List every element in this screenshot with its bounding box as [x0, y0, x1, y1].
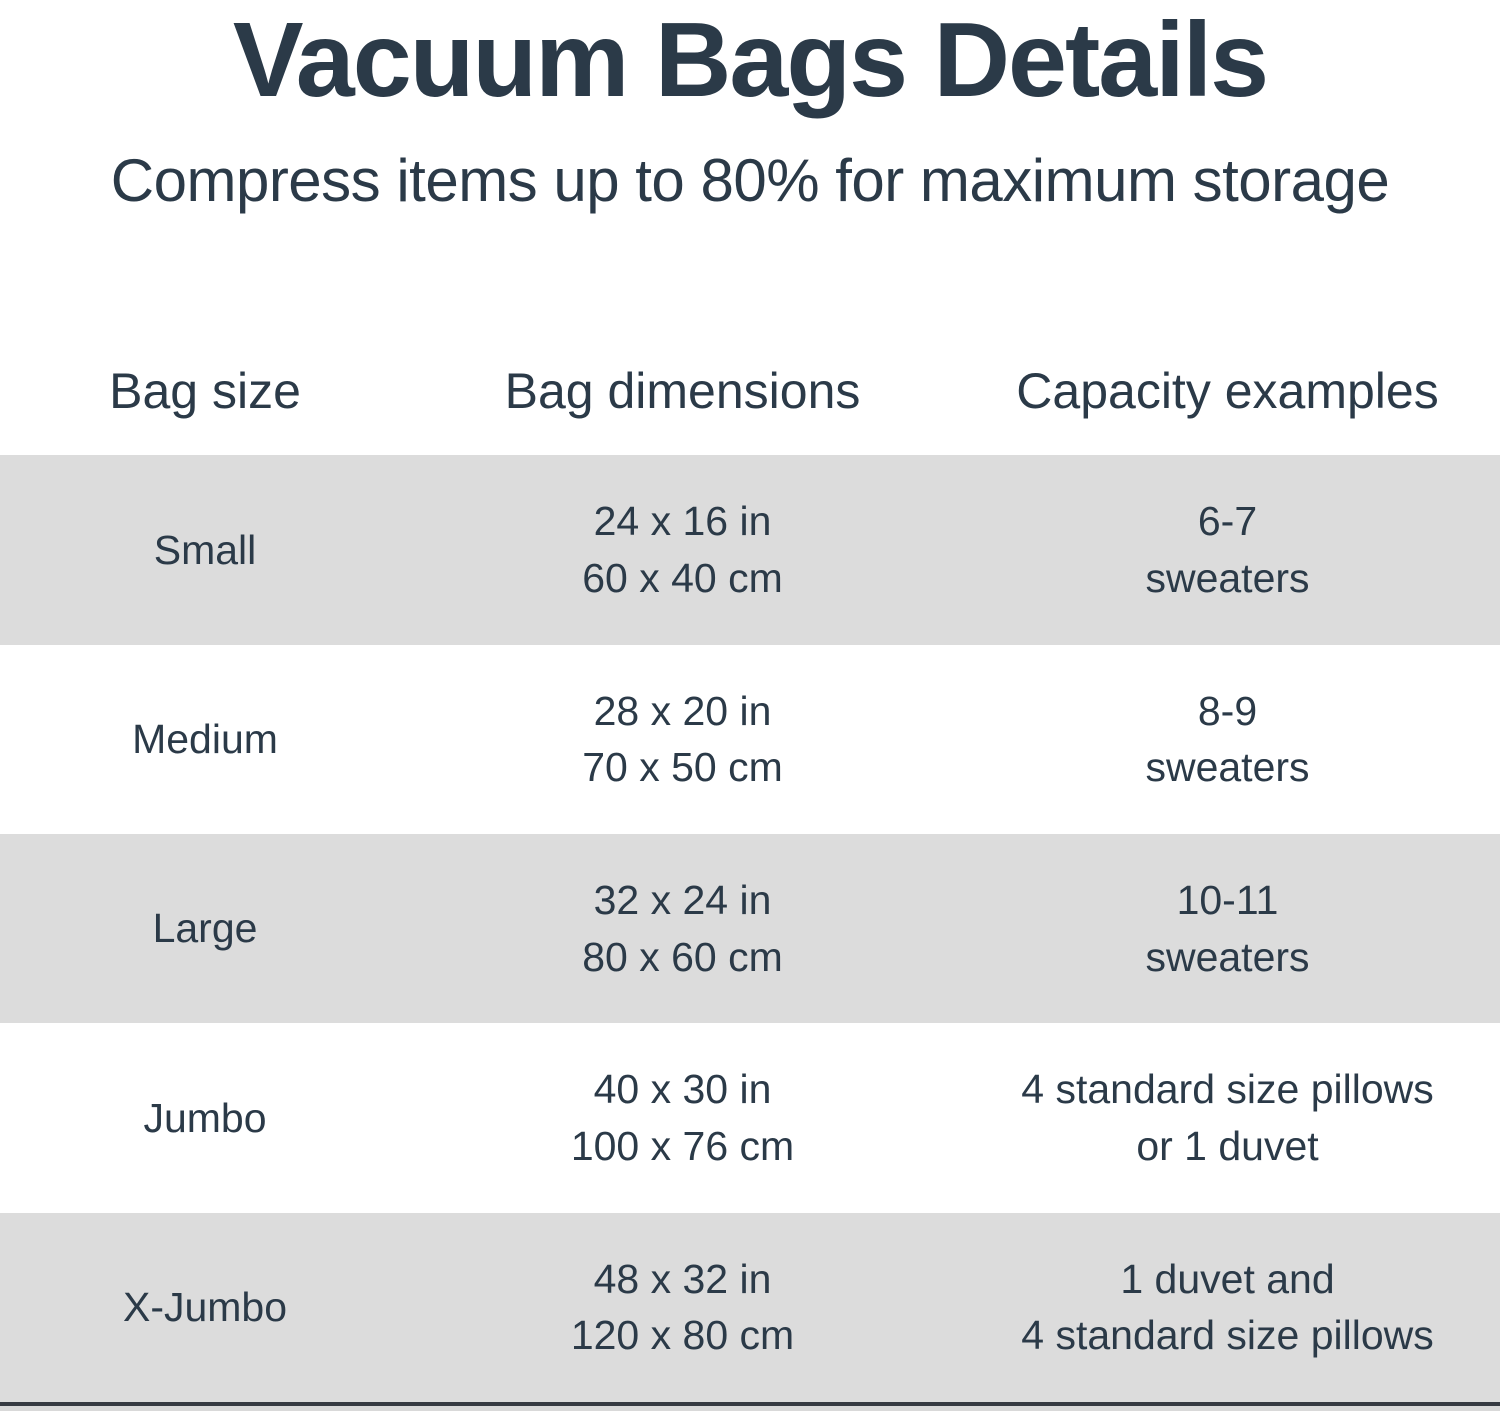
dimensions-line-cm: 100 x 76 cm: [570, 1123, 795, 1169]
page-title: Vacuum Bags Details: [232, 1, 1268, 119]
capacity-line-2: 4 standard size pillows: [1021, 1312, 1434, 1359]
capacity-cell: [955, 1251, 1500, 1364]
dimensions-line-in: 28 x 20 in: [593, 687, 772, 734]
dimensions-line-cm: 120 x 80 cm: [570, 1312, 795, 1359]
bottom-border: [0, 1402, 1500, 1411]
capacity-cell: [955, 1061, 1500, 1174]
capacity-line-1: 10-11: [1176, 877, 1279, 924]
capacity-cell: [955, 872, 1500, 985]
table-body: [0, 455, 1500, 1402]
dimensions-line-in: 32 x 24 in: [593, 877, 772, 924]
table-header-row: [0, 361, 1500, 455]
dimensions-line-in: 48 x 32 in: [593, 1255, 772, 1302]
bag-size-cell: Medium: [132, 716, 278, 763]
column-header-capacity-examples: Capacity examples: [1016, 363, 1439, 420]
bag-dimensions-cell: [410, 1061, 955, 1174]
bag-dimensions-cell: [410, 872, 955, 985]
column-header-bag-dimensions: Bag dimensions: [504, 363, 861, 420]
capacity-cell: [955, 493, 1500, 606]
dimensions-line-in: 40 x 30 in: [593, 1066, 772, 1113]
table-row-jumbo: [0, 1023, 1500, 1212]
table-row-x-jumbo: [0, 1213, 1500, 1402]
bag-size-cell: X-Jumbo: [122, 1284, 288, 1331]
dimensions-line-cm: 70 x 50 cm: [582, 744, 783, 791]
bag-dimensions-cell: [410, 1251, 955, 1364]
dimensions-line-in: 24 x 16 in: [593, 498, 772, 545]
table-row-small: [0, 455, 1500, 644]
bag-size-cell: Large: [152, 905, 258, 952]
capacity-line-1: 8-9: [1197, 687, 1258, 734]
table-row-medium: [0, 645, 1500, 834]
dimensions-line-cm: 80 x 60 cm: [582, 933, 783, 980]
bag-dimensions-cell: [410, 493, 955, 606]
capacity-line-2: or 1 duvet: [1136, 1123, 1319, 1169]
capacity-line-1: 6-7: [1197, 498, 1258, 545]
capacity-line-1: 1 duvet and: [1120, 1255, 1335, 1302]
bag-dimensions-cell: [410, 683, 955, 796]
bag-size-cell: Small: [153, 526, 257, 573]
bag-size-cell: Jumbo: [143, 1094, 267, 1141]
capacity-line-2: sweaters: [1145, 933, 1310, 980]
capacity-line-2: sweaters: [1145, 555, 1310, 602]
capacity-line-2: sweaters: [1145, 744, 1310, 791]
capacity-cell: [955, 683, 1500, 796]
page-subtitle: Compress items up to 80% for maximum storage: [110, 147, 1390, 215]
dimensions-line-cm: 60 x 40 cm: [582, 555, 783, 602]
capacity-line-1: 4 standard size pillows: [1021, 1066, 1434, 1113]
column-header-bag-size: Bag size: [109, 363, 301, 420]
table-row-large: [0, 834, 1500, 1023]
